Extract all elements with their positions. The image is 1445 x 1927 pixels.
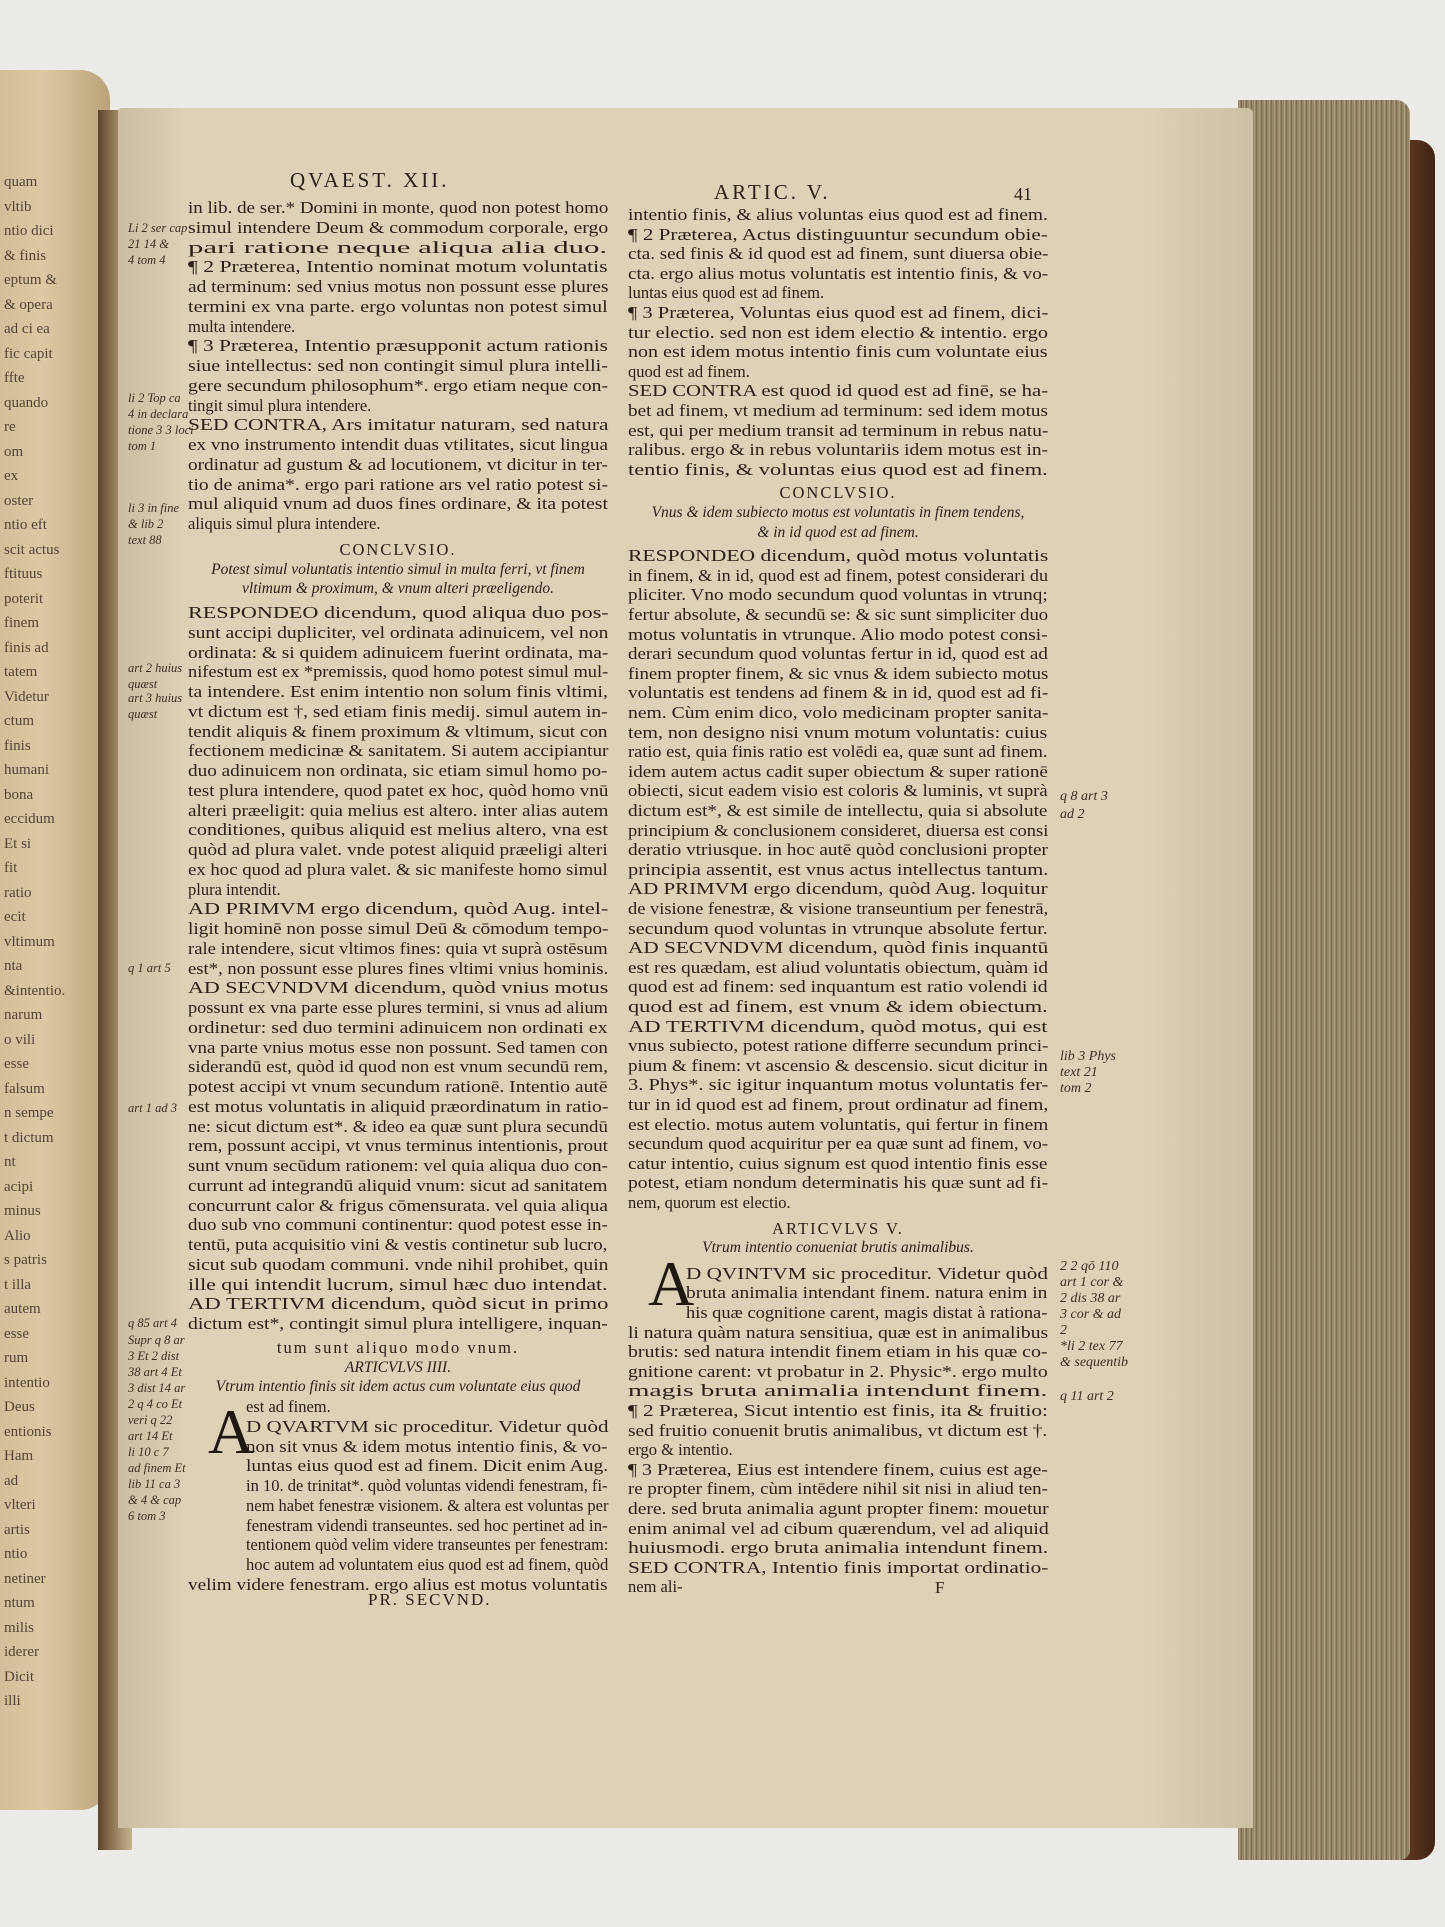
text-line: vnus subiecto, potest ratione differre secundum princi- <box>628 1036 1049 1056</box>
margin-note: li 2 Top ca <box>128 391 181 405</box>
text-line: idem autem actus cadit super obiectum & super rationē <box>628 761 1048 781</box>
text-line: tendit aliquis & finem proximum & vltimum, sicut con <box>188 721 608 741</box>
text-line: est*, non possunt esse plures fines vltimi vnius hominis. <box>188 958 609 978</box>
left-page-text-fragment: poterit <box>4 590 44 607</box>
text-line: 3. Phys*. sic igitur inquantum motus voluntatis fer- <box>628 1075 1049 1095</box>
text-line: ad terminum: sed vnius motus non possunt esse plures <box>188 277 609 296</box>
left-page-text-fragment: quando <box>4 394 49 411</box>
text-line: SED CONTRA est quod id quod est ad finē, se ha- <box>628 381 1049 401</box>
margin-note: 4 in declara <box>128 407 189 421</box>
text-line: fertur absolute, & secundū se: & sic sunt simpliciter duo <box>628 605 1049 624</box>
margin-note: text 88 <box>128 533 162 547</box>
left-page-text-fragment: ntio eft <box>4 517 47 533</box>
margin-note: li 3 in fine <box>128 501 180 515</box>
left-page-text-fragment: Dicit <box>4 1668 34 1685</box>
text-line: nem ali- <box>628 1577 683 1597</box>
text-line: possunt ex vna parte esse plures termini, si vnus ad alium <box>188 998 608 1017</box>
left-page-text-fragment: finis <box>4 737 31 754</box>
text-line: cta. sed finis & id quod est ad finem, sunt diuersa obie- <box>628 244 1049 264</box>
left-page-text-fragment: esse <box>4 1325 29 1342</box>
text-line: ta intendere. Est enim intentio non solum finis vltimi, <box>188 682 608 701</box>
text-line: mul aliquid vnum ad duos fines ordinare, & ita potest <box>188 494 608 514</box>
text-line: CONCLVSIO. <box>779 483 897 503</box>
drop-cap-a-quartum: A <box>208 1396 255 1467</box>
text-line: secundum quod acquiritur per ea quæ sunt ad finem, vo- <box>628 1134 1049 1154</box>
text-line: RESPONDEO dicendum, quòd motus voluntatis <box>628 546 1049 566</box>
left-page-text-fragment: fit <box>4 860 18 876</box>
page-number: 41 <box>1014 184 1032 204</box>
margin-note: 3 cor & ad <box>1060 1307 1122 1322</box>
text-line: vna parte vnius motus esse non possunt. Sed tamen con <box>188 1037 608 1057</box>
left-page-text-fragment: oster <box>4 492 34 509</box>
text-line: ex vno instrumento intendit duas vtilitates, sicut lingua <box>188 435 608 454</box>
left-page-text-fragment: iderer <box>4 1644 39 1660</box>
left-page-text-fragment: ex <box>4 468 19 484</box>
text-line: siderandū est, quòd id quod non est vnum secundū rem, <box>188 1057 608 1077</box>
text-line: AD PRIMVM ergo dicendum, quòd Aug. loquitur <box>628 879 1048 899</box>
text-line: derari secundum quod voluntas fertur in id, quod est ad <box>628 644 1048 664</box>
text-line: hoc autem ad voluntatem eius quod est ad finem, quòd <box>246 1555 609 1574</box>
margin-note: 2 q 4 co Et <box>128 1397 183 1411</box>
text-line: his quæ cognitione carent, magis distat à rationa- <box>686 1303 1048 1322</box>
text-line: nem. Cùm enim dico, volo medicinam propter sanita- <box>628 703 1049 722</box>
left-page-text-fragment: quam <box>4 174 38 190</box>
margin-note: 3 dist 14 ar <box>128 1381 186 1395</box>
text-line: AD TERTIVM dicendum, quòd motus, qui est <box>628 1016 1048 1036</box>
text-line: est, qui per medium transit ad terminum in rebus natu- <box>628 420 1049 440</box>
text-line: D QVINTVM sic proceditur. Videtur quòd <box>686 1263 1048 1283</box>
left-page-text-fragment: intentio <box>4 1374 50 1391</box>
margin-note: tom 1 <box>128 439 157 453</box>
drop-cap-a-quintum: A <box>648 1248 695 1319</box>
text-line: SED CONTRA, Ars imitatur naturam, sed natura <box>188 415 609 435</box>
text-line: aliquis simul plura intendere. <box>188 514 381 533</box>
text-line: est ad finem. <box>246 1397 331 1416</box>
left-page-text-fragment: ntio dici <box>4 223 54 239</box>
left-page-text-fragment: ntum <box>4 1595 35 1611</box>
margin-note: tom 2 <box>1060 1081 1092 1096</box>
text-line: Vtrum intentio finis sit idem actus cum voluntate eius quod <box>215 1378 581 1396</box>
text-line: dictum est*, contingit simul plura intelligere, inquan- <box>188 1314 608 1333</box>
left-page-text-fragment: acipi <box>4 1178 34 1195</box>
text-line: magis bruta animalia intendunt finem. <box>628 1381 1048 1401</box>
left-page-text-fragment: ratio <box>4 884 32 901</box>
text-line: dictum est*, & est simile de intellectu, quia si absolute <box>628 801 1048 820</box>
left-page-text-fragment: ntio <box>4 1546 28 1562</box>
text-line: tingit simul plura intendere. <box>188 395 372 415</box>
running-header-right: ARTIC. V. <box>714 180 831 204</box>
text-line: alteri præeligit: quia melius est altero. inter alias autem <box>188 800 609 820</box>
text-line: quod est ad finem. <box>628 361 750 381</box>
margin-note: 21 14 & <box>128 237 169 251</box>
text-line: ARTICVLVS V. <box>772 1218 904 1238</box>
margin-note: 6 tom 3 <box>128 1509 166 1523</box>
text-line: nifestum est ex *premissis, quod homo potest simul mul- <box>188 662 609 682</box>
text-line: ne: sicut dictum est*. & ideo ea quæ sunt plura secundū <box>188 1116 608 1136</box>
left-page-text-fragment: vltib <box>4 198 32 215</box>
margin-note: q 11 art 2 <box>1060 1389 1114 1404</box>
margin-note: art 1 cor & <box>1060 1275 1124 1290</box>
text-line: finem propter finem, & sic vnus & idem subiecto motus <box>628 663 1049 683</box>
text-line: AD TERTIVM dicendum, quòd sicut in primo <box>188 1294 609 1314</box>
text-line: tio de anima*. ergo pari ratione ars vel ratio potest si- <box>188 474 609 494</box>
margin-note: ad 2 <box>1060 807 1085 822</box>
margin-note: art 14 Et <box>128 1429 173 1443</box>
margin-note: & 4 & cap <box>128 1493 182 1507</box>
left-page-text-fragment: ad <box>4 1472 19 1489</box>
left-page-text-fragment: o vili <box>4 1031 36 1048</box>
left-page-text-fragment: & finis <box>4 247 47 264</box>
text-line: quòd ad plura valet. vnde potest aliquid præeligi alteri <box>188 840 608 859</box>
text-line: ¶ 3 Præterea, Intentio præsupponit actum rationis <box>188 336 608 356</box>
text-line: bet ad finem, vt medium ad terminum: sed idem motus <box>628 401 1048 420</box>
text-line: quod est ad finem: sed inquantum est ratio volendi id <box>628 977 1048 997</box>
page-edges <box>1238 100 1410 1860</box>
text-line: ¶ 3 Præterea, Voluntas eius quod est ad finem, dici- <box>628 303 1049 322</box>
left-page-text-fragment: vlteri <box>4 1497 36 1513</box>
text-line: SED CONTRA, Intentio finis importat ordinatio- <box>628 1557 1049 1577</box>
left-page-text-fragment: artis <box>4 1521 30 1538</box>
left-page-text-fragment: ecit <box>4 909 26 925</box>
text-line: simul intendere Deum & commodum corporale, ergo <box>188 217 609 237</box>
left-page-text-fragment: illi <box>4 1693 21 1709</box>
left-page-text-fragment: t illa <box>4 1276 32 1293</box>
text-line: ¶ 2 Præterea, Sicut intentio est finis, ita & fruitio: <box>628 1401 1048 1420</box>
text-line: ordinetur: sed duo termini adinuicem non ordinati ex <box>188 1017 608 1037</box>
margin-note: 3 Et 2 dist <box>128 1349 180 1363</box>
text-line: ratio est, quia finis ratio est volēdi ea, quæ sunt ad finem. <box>628 742 1048 762</box>
text-line: ARTICVLVS IIII. <box>344 1358 452 1376</box>
text-line: plura intendit. <box>188 879 281 899</box>
text-line: gere secundum philosophum*. ergo etiam neque con- <box>188 375 609 395</box>
text-line: huiusmodi. ergo bruta animalia intendunt finem. <box>628 1538 1049 1558</box>
margin-note: text 21 <box>1060 1065 1098 1080</box>
text-line: termini ex vna parte. ergo voluntas non potest simul <box>188 296 608 316</box>
text-line: ligit hominē non posse simul Deū & cōmodum tempo- <box>188 919 609 938</box>
margin-note: & sequentib <box>1060 1355 1129 1370</box>
text-line: ordinata: & si quidem adinuicem fuerint ordinata, ma- <box>188 642 609 662</box>
margin-note: q 8 art 3 <box>1060 789 1108 804</box>
margin-note: art 2 huius <box>128 661 183 675</box>
left-page-text-fragment: finis ad <box>4 639 49 656</box>
text-line: conditiones, quibus aliquid est melius altero, vna est <box>188 820 608 840</box>
left-page-text-fragment: falsum <box>4 1080 45 1097</box>
left-page-text-fragment: Videtur <box>4 688 49 705</box>
margin-note: tione 3 3 loci <box>128 423 194 437</box>
text-line: tum sunt aliquo modo vnum. <box>276 1337 520 1357</box>
left-page-text-fragment: eccidum <box>4 811 55 827</box>
left-page-text-fragment: n sempe <box>4 1105 54 1121</box>
margin-note: ad finem Et <box>128 1461 186 1475</box>
text-line: vt dictum est †, sed etiam finis medij. simul autem in- <box>188 701 608 721</box>
left-page-text-fragment: ctum <box>4 713 34 729</box>
text-line: tentū, puta acquisitio vini & vestis continetur sub lucro, <box>188 1235 608 1254</box>
left-page-text-fragment: nta <box>4 958 23 974</box>
text-line: brutis: sed natura intendit finem etiam in his quæ co- <box>628 1342 1048 1362</box>
left-page-text-fragment: finem <box>4 615 39 631</box>
text-line: non sit vnus & idem motus intentio finis, & vo- <box>246 1436 608 1456</box>
margin-note: lib 11 ca 3 <box>128 1477 181 1491</box>
text-line: potest accipi vt vnum secundum rationē. Intentio autē <box>188 1077 608 1096</box>
left-page-text-fragment: Alio <box>4 1227 31 1244</box>
margin-note: & lib 2 <box>128 517 164 531</box>
left-page-text-fragment: netiner <box>4 1570 46 1587</box>
text-line: RESPONDEO dicendum, quod aliqua duo pos- <box>188 603 609 622</box>
left-page-text-fragment: ffte <box>4 370 25 386</box>
left-page-text-fragment: Deus <box>4 1399 35 1415</box>
left-page-text-fragment: vltimum <box>4 933 55 950</box>
text-line: secundum quod voluntas in vtrunque absolute fertur. <box>628 918 1048 938</box>
text-line: ¶ 2 Præterea, Actus distinguuntur secundum obie- <box>628 224 1048 244</box>
text-line: principia assentit, est vnus actus intellectus tantum. <box>628 859 1049 879</box>
text-line: rem, possunt accipi, vt vnus terminus intentionis, prout <box>188 1136 608 1156</box>
text-line: li natura quàm natura sensitiua, quæ est in animalibus <box>628 1322 1049 1342</box>
left-page-text-fragment: & opera <box>4 296 53 313</box>
text-line: pium & finem: vt ascensio & descensio. sicut dicitur in <box>628 1055 1048 1075</box>
text-line: de visione fenestræ, & visione transeuntium per fenestrā, <box>628 899 1049 918</box>
text-line: ¶ 2 Præterea, Intentio nominat motum voluntatis <box>188 257 608 277</box>
text-line: voluntatis est tendens ad finem & in id, quod est ad fi- <box>628 683 1049 703</box>
text-line: sicut sub quodam communi. vnde nihil prohibet, quin <box>188 1254 609 1274</box>
text-line: principium & conclusionem consideret, diuersa est consi <box>628 820 1049 840</box>
margin-note: q 1 art 5 <box>128 961 171 975</box>
margin-note: li 10 c 7 <box>128 1445 169 1459</box>
running-header-left: QVAEST. XII. <box>290 168 450 192</box>
text-line: deratio vtriusque. in hoc autē quòd conclusioni propter <box>628 840 1048 860</box>
text-line: pari ratione neque aliqua alia duo. <box>188 237 608 257</box>
margin-note: lib 3 Phys <box>1060 1049 1116 1064</box>
text-line: Vtrum intentio conueniat brutis animalibus. <box>702 1239 974 1257</box>
text-line: ordinatur ad gustum & ad locutionem, vt dicitur in ter- <box>188 454 608 474</box>
text-line: intentio finis, & alius voluntas eius quod est ad finem. <box>628 205 1048 224</box>
text-line: obiecti, sicut eadem visio est coloris & luminis, vt suprà <box>628 781 1048 801</box>
text-line: ille qui intendit lucrum, simul hæc duo intendat. <box>188 1274 608 1294</box>
left-page-text-fragment: ftituus <box>4 566 43 582</box>
text-line: siue intellectus: sed non contingit simul plura intelli- <box>188 356 608 375</box>
left-page-text-fragment: eptum & <box>4 272 57 288</box>
left-page-text-fragment: milis <box>4 1619 35 1636</box>
left-page-text-fragment: tatem <box>4 664 38 680</box>
left-page-text-fragment: minus <box>4 1203 41 1219</box>
text-line: concurrunt calor & frigus cōmensurata. vel quia aliqua <box>188 1195 608 1215</box>
left-page-text-fragment: fic capit <box>4 345 53 362</box>
text-line: est electio. motus autem voluntatis, qui fertur in finem <box>628 1114 1049 1134</box>
left-page-text-fragment: t dictum <box>4 1129 54 1146</box>
text-line: ex hoc quod ad plura valet. & sic manifeste homo simul <box>188 859 608 879</box>
margin-note: art 3 huius <box>128 691 183 705</box>
text-line: potest, etiam nondum determinatis his quæ sunt ad fi- <box>628 1173 1049 1193</box>
text-line: tur electio. sed non est idem electio & intentio. ergo <box>628 322 1048 342</box>
left-page-text-fragment: entionis <box>4 1423 52 1440</box>
left-page-text-fragment: narum <box>4 1007 43 1023</box>
margin-note: quæst <box>128 707 158 721</box>
text-line: & in id quod est ad finem. <box>757 523 919 541</box>
left-page-text-fragment: scit actus <box>4 541 60 558</box>
text-line: fenestram videndi transeuntes. sed hoc pertinet ad in- <box>246 1515 608 1535</box>
signature-right: F <box>935 1578 947 1597</box>
left-page-text-fragment: Et si <box>4 835 32 852</box>
text-line: in lib. de ser.* Domini in monte, quod non potest homo <box>188 198 609 217</box>
text-line: gnitione carent: vt probatur in 2. Physic*. ergo multo <box>628 1361 1048 1381</box>
text-line: vltimum & proximum, & vnum alteri præeligendo. <box>242 580 554 598</box>
left-page-text-fragment: humani <box>4 762 49 778</box>
text-line: nem, quorum est electio. <box>628 1193 791 1212</box>
left-page-fragment <box>0 70 110 1810</box>
text-line: non est idem motus intentio finis cum voluntate eius <box>628 342 1048 362</box>
text-line: multa intendere. <box>188 316 296 336</box>
margin-note: 4 tom 4 <box>128 253 166 267</box>
text-line: tentio finis, & voluntas eius quod est ad finem. <box>628 459 1048 479</box>
text-line: est res quædam, est aliud voluntatis obiectum, quàm id <box>628 957 1048 977</box>
margin-note: art 1 ad 3 <box>128 1101 177 1115</box>
text-line: quod est ad finem, est vnum & idem obiectum. <box>628 997 1048 1016</box>
text-line: D QVARTVM sic proceditur. Videtur quòd <box>246 1416 609 1436</box>
left-page-text-fragment: Ham <box>4 1448 34 1464</box>
margin-note: quæst <box>128 677 158 691</box>
text-line: dere. sed bruta animalia agunt propter finem: mouetur <box>628 1499 1049 1518</box>
text-line: Vnus & idem subiecto motus est voluntatis in finem tendens, <box>651 504 1025 521</box>
margin-note: Supr q 8 ar <box>128 1333 185 1347</box>
left-page-text-fragment: s patris <box>4 1252 47 1268</box>
text-line: tem, non designo nisi vnum motum voluntatis: cuius <box>628 722 1048 742</box>
signature-left: PR. SECVND. <box>368 1590 492 1609</box>
margin-note: q 85 art 4 <box>128 1316 177 1330</box>
text-line: CONCLVSIO. <box>339 539 457 559</box>
margin-note: 2 <box>1060 1323 1067 1338</box>
text-line: fectionem medicinæ & sanitatem. Si autem accipiantur <box>188 741 609 761</box>
left-page-text-fragment: nt <box>4 1154 16 1170</box>
text-line: currunt ad integrandū aliquid vnum: sicut ad sanitatem <box>188 1175 608 1195</box>
text-line: ¶ 3 Præterea, Eius est intendere finem, cuius est age- <box>628 1459 1048 1479</box>
left-page-text-fragment: &intentio. <box>4 982 66 999</box>
margin-note: 2 2 qō 110 <box>1060 1259 1119 1274</box>
text-line: bruta animalia intendant finem. natura enim in <box>686 1283 1048 1303</box>
text-line: AD SECVNDVM dicendum, quòd vnius motus <box>188 978 609 998</box>
text-line: rale intendere, sicut vltimos fines: quia vt suprà ostēsum <box>188 938 608 958</box>
text-line: duo sub vno communi continentur: quod potest esse in- <box>188 1215 608 1235</box>
text-line: in 10. de trinitat*. quòd voluntas videndi fenestram, fi- <box>246 1476 608 1495</box>
text-line: est motus voluntatis in aliquid præordinatum in ratio- <box>188 1096 609 1116</box>
left-page-text-fragment: rum <box>4 1350 29 1366</box>
text-line: tentionem quòd velim videre transeuntes per fenestram: <box>246 1535 609 1555</box>
text-line: sunt vnum secūdum rationem: vel quia aliqua duo con- <box>188 1156 608 1175</box>
left-page-text-fragment: esse <box>4 1056 29 1072</box>
text-line: ergo & intentio. <box>628 1440 733 1460</box>
left-page-text-fragment: re <box>4 419 16 435</box>
text-line: tur in id quod est ad finem, prout ordinatur ad finem, <box>628 1095 1049 1114</box>
text-line: ralibus. ergo & in rebus voluntariis idem motus est in- <box>628 440 1049 460</box>
text-line: test plura intendere, quod patet ex hoc, quòd homo vnū <box>188 780 609 800</box>
text-line: motus voluntatis in vtrunque. Alio modo potest consi- <box>628 624 1048 644</box>
text-line: Potest simul voluntatis intentio simul in multa ferri, vt finem <box>211 560 585 578</box>
text-line: pliciter. Vno modo secundum quod voluntas in vtrunq; <box>628 585 1048 605</box>
text-line: AD PRIMVM ergo dicendum, quòd Aug. intel- <box>188 899 609 919</box>
left-page-text-fragment: ad ci ea <box>4 321 50 337</box>
margin-note: *li 2 tex 77 <box>1060 1339 1123 1354</box>
left-page-text-fragment: bona <box>4 786 34 803</box>
text-line: sed fruitio conuenit brutis animalibus, vt dictum est †. <box>628 1420 1048 1440</box>
left-page-text-fragment: om <box>4 443 24 460</box>
margin-note: Li 2 ser cap <box>128 221 188 235</box>
text-line: luntas eius quod est ad finem. Dicit enim Aug. <box>246 1456 609 1476</box>
margin-note: 38 art 4 Et <box>128 1365 182 1379</box>
margin-note: 2 dis 38 ar <box>1060 1291 1121 1306</box>
text-line: catur intentio, cuius signum est quod intentio finis esse <box>628 1153 1048 1173</box>
text-line: cta. ergo alius motus voluntatis est intentio finis, & vo- <box>628 263 1049 283</box>
left-page-text-fragment: autem <box>4 1301 41 1317</box>
text-line: re propter finem, cùm intēdere nihil sit nisi in aliud ten- <box>628 1479 1048 1499</box>
text-line: duo adinuicem non ordinata, sic etiam simul homo po- <box>188 761 608 780</box>
text-line: velim videre fenestram. ergo alius est motus voluntatis <box>188 1574 608 1594</box>
margin-note: veri q 22 <box>128 1413 173 1427</box>
text-line: sunt accipi dupliciter, vel ordinata adinuicem, vel non <box>188 622 609 642</box>
text-line: luntas eius quod est ad finem. <box>628 283 825 303</box>
text-line: enim animal vel ad cibum quærendum, vel ad aliquid <box>628 1518 1049 1538</box>
text-line: AD SECVNDVM dicendum, quòd finis inquantū <box>628 938 1049 958</box>
text-line: nem habet fenestræ visionem. & altera est voluntas per <box>246 1495 609 1515</box>
text-line: in finem, & in id, quod est ad finem, potest considerari du <box>628 565 1049 585</box>
